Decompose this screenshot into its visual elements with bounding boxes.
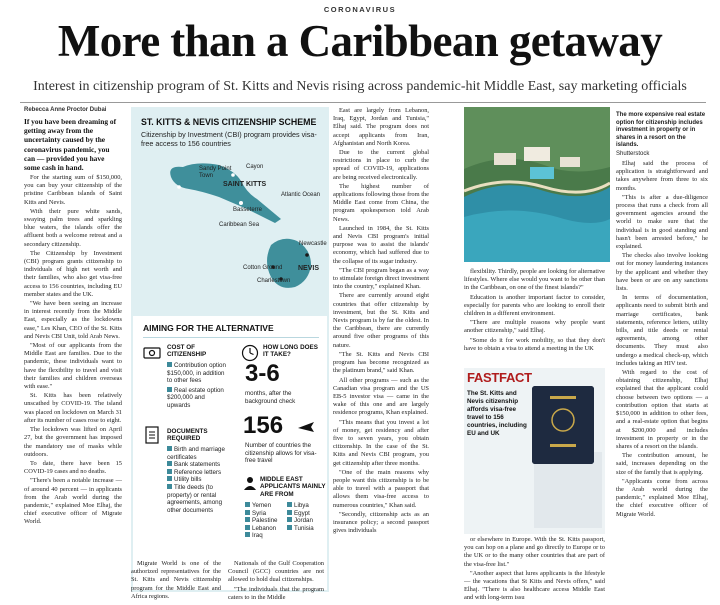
list-item: Contribution option $150,000, in addition to other fees [167, 362, 226, 385]
map-label: Cayon [246, 164, 264, 170]
paragraph: St. Kitts has been relatively unscathed by COVID-19. The island was placed on lockdown on March 31 after its number of cases rose to eight. [24, 392, 122, 424]
list-item: Utility bills [167, 476, 231, 484]
list-item: Syria [245, 510, 285, 518]
town-dot [239, 201, 243, 205]
visa-note: Number of countries the citizenship allows for visa-free travel [245, 442, 317, 465]
section-label: CORONAVIRUS [323, 5, 397, 14]
list-item: Reference letters [167, 469, 231, 477]
paragraph: Migrate World is one of the authorized representatives for the St. Kitts and Nevis citizenship program for the Middle East and Africa regions. [131, 560, 221, 600]
paragraph: "One of the main reasons why people want this citizenship is to be able to travel with a passport that allows them visa-free access to numerous countries," Khan said. [333, 468, 429, 509]
paragraph: In terms of documentation, applicants need to submit birth and marriage certificates, bank statements, reference letters, utility bills, and title deeds or rental agreements, among other documents. They must also undergo a medical check-up, which includes taking an HIV test. [616, 294, 708, 367]
list-item: Yemen [245, 502, 285, 510]
list-item: Birth and marriage certificates [167, 446, 225, 461]
paragraph: For the starting sum of $150,000, you can buy your citizenship of the pristine Caribbean islands of Saint Kitts and Nevis. [24, 174, 122, 206]
paragraph: The lockdown was lifted on April 27, but the government has imposed the mandatory use of masks while outdoors. [24, 426, 122, 458]
list-item: Title deeds (to property) or rental agreements, among other documents [167, 483, 223, 514]
infobox-subtitle: Citizenship by Investment (CBI) program provides visa-free access to 156 countries [141, 130, 317, 148]
article-column-6 [616, 160, 708, 604]
map-label: NEVIS [298, 265, 320, 272]
paragraph: "There are multiple reasons why people want another citizenship," said Elhaj. [464, 319, 605, 335]
article-column-4 [333, 107, 429, 603]
paragraph: Nationals of the Gulf Cooperation Council (GCC) countries are not allowed to hold dual citizenships. [228, 560, 324, 584]
lede-paragraph: If you have been dreaming of getting away from the uncertainty caused by the coronavirus pandemic, you can — provided you have some cash in hand. [24, 117, 117, 173]
article-column-5-top [464, 268, 605, 366]
me-applicants-heading: MIDDLE EAST APPLICANTS MAINLY ARE FROM [260, 476, 326, 498]
paragraph: or elsewhere in Europe. With the St. Kitts passport, you can hop on a plane and go directly to Europe or to the UK or to the many other countries that are part of the visa-free list." [464, 536, 605, 568]
time-note: months, after the background check [245, 390, 296, 405]
paragraph: "We have been seeing an increase in interest recently from the Middle East, especially as the lockdowns ease," Les Khan, CEO of the St. Kitts and Nevis CBI Unit, told Arab News. [24, 300, 122, 340]
paragraph: "Most of our applicants from the Middle East are families. Due to the pandemic, these individuals want to have the flexibility to travel and visit their families and children overseas with ease." [24, 342, 122, 391]
plane-icon [297, 418, 315, 436]
passport-icon [532, 386, 594, 464]
paragraph: All other programs — such as the Canadian visa program and the US EB-5 investor visa — came in the wake of this one and are largely residence programs, Khan explained. [333, 376, 429, 417]
paragraph: Education is another important factor to consider, especially for parents who are looking to enroll their children in a different environment. [464, 293, 605, 318]
divider [143, 337, 319, 338]
paragraph: With their pure white sands, swaying palm trees and sparkling blue waters, the islands offer the affluent both a welcome retreat and a secondary citizenship. [24, 207, 122, 248]
paragraph: East are largely from Lebanon, Iraq, Egypt, Jordan and Tunisia," Elhaj said. The program does not accept applicants from Iran, Afghanistan and North Korea. [333, 107, 429, 147]
article-column-1 [24, 174, 122, 599]
paragraph: "There's been a notable increase — of around 40 percent — in applicants from the Arab world during the pandemic," explained Moe Elhaj, the chief executive officer of Migrate World. [24, 477, 122, 526]
list-item: Egypt [287, 510, 325, 518]
map-label: Sandy Point Town [199, 166, 232, 179]
paragraph: The checks also involve looking out for money laundering instances by the applicant and whether they have been or are on any sanctions lists. [616, 252, 708, 293]
visa-figure: 156 [243, 412, 284, 439]
list-item: Bank statements [167, 461, 231, 469]
map-label: Caribbean Sea [219, 222, 260, 228]
map-label: Newcastle [299, 241, 327, 247]
cost-heading: COST OF CITIZENSHIP [167, 344, 207, 359]
paragraph: With regard to the cost of obtaining citizenship, Elhaj explained that the applicant could choose between two options — a contribution option that starts at $150,000 in addition to other fees, and a real-estate option that begins at $200,000 and includes investment in property or in the shares of a resort on the islands. [616, 369, 708, 450]
fastfact-body: The St. Kitts and Nevis citizenship affords visa-free travel to 156 countries, including EU and UK [467, 390, 527, 437]
infobox-title: ST. KITTS & NEVIS CITIZENSHIP SCHEME [141, 117, 317, 127]
cost-list [167, 362, 229, 410]
map-label: Cotton Ground [243, 265, 283, 271]
documents-list [167, 446, 231, 514]
map-label: Basseterre [233, 207, 263, 213]
time-figure: 3-6 [245, 360, 280, 387]
paragraph: Elhaj said the process of application is straightforward and takes anywhere from three to six months. [616, 160, 708, 192]
article-column-3b-bottom [228, 560, 324, 605]
town-dot [305, 253, 309, 257]
me-country-list [245, 502, 285, 540]
paragraph: "Secondly, citizenship acts as an insurance policy; a second passport gives individuals [333, 510, 429, 535]
fastfact-box [464, 368, 605, 534]
paragraph: Launched in 1984, the St. Kitts and Nevis CBI program's initial purpose was to assist the islands' economy, which had suffered due to the collapse of its sugar industry. [333, 224, 429, 265]
map-label: Charlestown [257, 278, 291, 284]
paragraph: "This means that you invest a lot of money, get residency and after five to seven years, you obtain citizenship. In the case of the St. Kitts and Nevis CBI program, you get citizenship after three months. [333, 418, 429, 467]
list-item: Libya [287, 502, 325, 510]
money-icon [143, 344, 161, 362]
paragraph: "Some do it for work mobility, so that they don't have to obtain a visa to attend a meeting in the UK [464, 336, 605, 352]
resort-photo [464, 107, 610, 262]
list-item: Real estate option $200,000 and upwards [167, 386, 224, 409]
aiming-title: AIMING FOR THE ALTERNATIVE [143, 323, 274, 333]
list-item: Jordan [287, 517, 325, 525]
fastfact-title: FASTFACT [467, 370, 532, 385]
me-country-list [287, 502, 325, 532]
documents-heading: DOCUMENTS REQUIRED [167, 428, 208, 443]
paragraph: There are currently around eight countries that offer citizenship by investment, but the St. Kitts and Nevis program is by far the oldest. In the Caribbean, there are currently around five other programs of this nature. [333, 292, 429, 349]
article-column-5-bottom [464, 536, 605, 604]
citizenship-infobox [131, 107, 329, 592]
town-dot [177, 185, 181, 189]
paragraph: The Citizenship by Investment (CBI) program grants citizenship to individuals of high net worth and their families, who also get visa-free access to 156 countries, including EU member states and the UK. [24, 249, 122, 298]
headline: More than a Caribbean getaway [57, 16, 663, 66]
paragraph: "The St. Kitts and Nevis CBI program has become recognized as the platinum brand," said Khan. [333, 350, 429, 375]
map-label: Atlantic Ocean [281, 192, 321, 198]
paragraph: "The individuals that the program caters to in the Middle [228, 585, 324, 601]
list-item: Lebanon [245, 525, 285, 533]
paragraph: "The CBI program began as a way to stimulate foreign direct investment into the country," explained Khan. [333, 266, 429, 291]
time-heading: HOW LONG DOES IT TAKE? [263, 344, 318, 359]
article-column-3-bottom [131, 560, 221, 605]
paragraph: "Applicants come from across the Arab world during the pandemic," explained Moe Elhaj, the chief executive officer of Migrate World. [616, 477, 708, 518]
photo-caption: The more expensive real estate option for citizenship includes investment in property or in shares in a resort on the islands. Shutterstock [616, 112, 706, 157]
list-item: Iraq [245, 532, 285, 540]
byline: Rebecca Anne Proctor Dubai [24, 107, 107, 113]
paragraph: The highest number of applications following those from the Middle East come from China, the program spokesperson told Arab News. [333, 182, 429, 223]
person-icon [243, 476, 257, 490]
document-icon [143, 426, 161, 444]
paragraph: Due to the current global restrictions in place to curb the spread of COVID-19, applications are being received electronically. [333, 149, 429, 181]
map-label: SAINT KITTS [223, 181, 267, 188]
paragraph: To date, there have been 15 COVID-19 cases and no deaths. [24, 459, 122, 476]
subheadline: Interest in citizenship program of St. Kitts and Nevis rising across pandemic-hit Middle East, say marketing officials [33, 79, 687, 94]
paragraph: "This is after a due-diligence process that runs a check from all government agencies around the world to make sure that the individual is in good standing and hasn't been arrested before," he explained. [616, 193, 708, 251]
list-item: Tunisia [287, 525, 325, 533]
header-rule [20, 102, 706, 103]
list-item: Palestine [245, 517, 285, 525]
aiming-panel [133, 316, 327, 590]
paragraph: The contribution amount, he said, increases depending on the size of the family that is applying. [616, 452, 708, 476]
paragraph: flexibility. Thirdly, people are looking for alternative lifestyles. Where else would you want to be other than in the Caribbean, on one of the finest islands?" [464, 268, 605, 292]
paragraph: "Another aspect that lures applicants is the lifestyle — the vacations that St Kitts and Nevis offers," said Elhaj. "There is also healthcare access Middle East and with long-term issu [464, 569, 605, 602]
